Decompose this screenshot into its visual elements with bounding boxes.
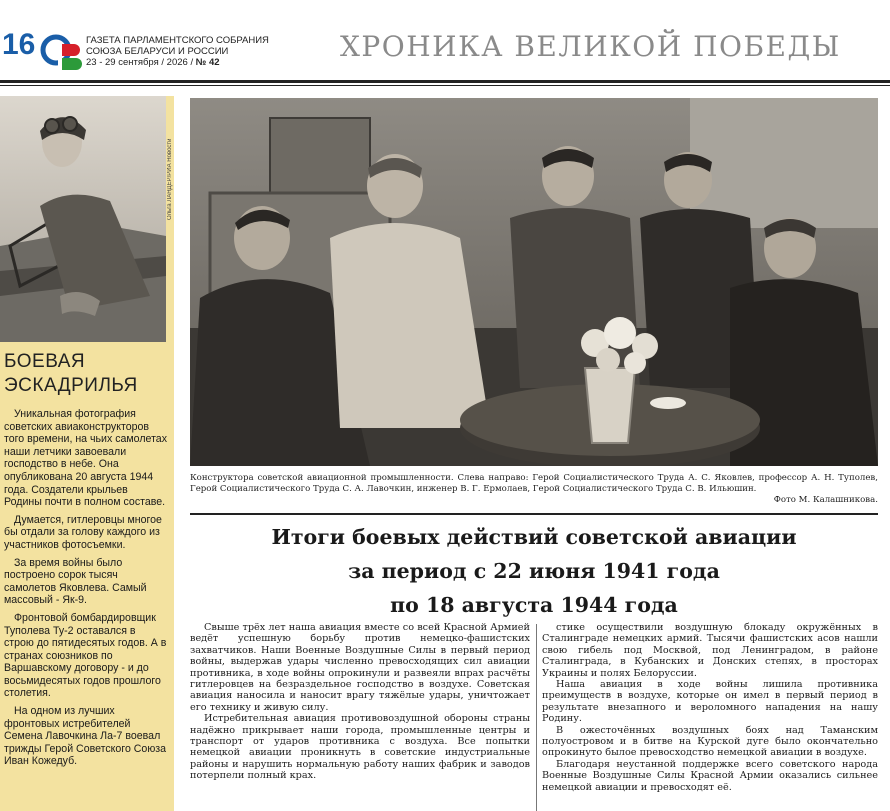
pilot-illustration <box>0 96 166 342</box>
sidebar-paragraph: Уникальная фотография советских авиаконструкторов того времени, на чьих самолетах наши летчики завоевали господство в небе. Она опубликована 20 августа 1944 года. Создатели крыльев Родины почти в полном составе. <box>4 408 167 509</box>
masthead-rule <box>0 80 890 83</box>
masthead <box>0 0 890 96</box>
sidebar-paragraph: На одном из лучших фронтовых истребителей Семена Лавочкина Ла-7 воевал трижды Герой Советского Союза Иван Кожедуб. <box>4 705 167 768</box>
article-paragraph: Наша авиация в ходе войны лишила противника преимуществ в воздухе, которые он имел в первый период в результате внезапного и вероломного нападения на нашу Родину. <box>542 679 878 725</box>
article-column-right <box>542 622 878 811</box>
article-rule <box>190 513 878 515</box>
caption-text: Конструктора советской авиационной промышленности. Слева направо: Герой Социалистического Труда А. С. Яковлев, профессор А. Н. Туполев, Герой Социалистического Труда С. А. Лавочкин, инженер В. Г. Ермолаев, Герой Социалистического Труда С. В. Ильюшин. <box>190 473 878 494</box>
masthead-rule-thin <box>0 85 890 86</box>
sidebar-heading-line1: БОЕВАЯ <box>4 351 86 372</box>
headline-line3: по 18 августа 1944 года <box>390 593 678 617</box>
sidebar-heading-line2: ЭСКАДРИЛЬЯ <box>4 375 138 396</box>
sidebar-heading <box>4 350 138 398</box>
paper-info <box>86 35 269 68</box>
issue-date-line <box>86 57 269 68</box>
sidebar-text <box>4 408 168 773</box>
column-divider <box>536 624 537 811</box>
headline-line2: за период с 22 июня 1941 года <box>348 559 720 583</box>
designers-photo <box>190 98 878 466</box>
sidebar-paragraph: Фронтовой бомбардировщик Туполева Ту-2 оставался в строю до пятидесятых годов. А в странах союзников по Варшавскому договору - и до восьмидесятых годов прошлого столетия. <box>4 611 167 700</box>
article-paragraph: Истребительная авиация противовоздушной обороны страны надёжно прикрывает наши города, промышленные центры и транспорт от ударов противника с воздуха. Все попытки немецкой авиации проникнуть в советские индустриальные районы и нарушить нормальную работу наших фабрик и заводов потерпели полный крах. <box>190 713 530 782</box>
article-headline <box>190 520 878 622</box>
photo-credit: Ольга ЛАНДЕР/РИА Новости <box>167 138 173 220</box>
designers-photo-illustration <box>190 98 878 466</box>
parliament-logo-icon <box>40 30 84 78</box>
photo-caption <box>190 473 878 506</box>
article-paragraph: Благодаря неустанной поддержке всего советского народа Военные Воздушные Силы Красной Армии оказались сильнее немецкой авиации и превосходят её. <box>542 758 878 793</box>
page-number: 16 <box>2 28 36 61</box>
paper-name-line2: СОЮЗА БЕЛАРУСИ И РОССИИ <box>86 46 229 57</box>
sidebar <box>0 96 174 811</box>
paper-name-line1: ГАЗЕТА ПАРЛАМЕНТСКОГО СОБРАНИЯ <box>86 35 269 46</box>
photo-credit-line: Фото М. Калашникова. <box>773 495 878 505</box>
sidebar-paragraph: Думается, гитлеровцы многое бы отдали за голову каждого из участников фотосъемки. <box>4 513 162 551</box>
pilot-photo <box>0 96 166 342</box>
sidebar-paragraph: За время войны было построено сорок тысяч самолетов Яковлева. Самый массовый - Як-9. <box>4 556 147 607</box>
article-paragraph: стике осуществили воздушную блокаду окружённых в Сталинграде немецких армий. Тысячи фашистских асов нашли свою гибель под Москвой, под Ленинградом, в районе Сталинграда, в Кубанских и Донских степях, в просторах Украины и полях Белоруссии. <box>542 622 878 679</box>
article-paragraph: Свыше трёх лет наша авиация вместе со всей Красной Армией ведёт успешную борьбу против немецко-фашистских захватчиков. Наши Военные Воздушные Силы в первый период войны, выдержав удары численно превосходящих сил авиации противника, в ходе войны опрокинули и развеяли впрах расчёты гитлеровцев на безраздельное господство в воздухе. Советская авиация наносила и наносит врагу тяжёлые удары, уничтожает его технику и живую силу. <box>190 622 530 713</box>
issue-date: 23 - 29 сентября / 2026 / <box>86 57 194 68</box>
headline-line1: Итоги боевых действий советской авиации <box>271 525 797 549</box>
issue-number: № 42 <box>195 57 220 68</box>
article-paragraph: В ожесточённых воздушных боях над Таманским полуостровом и в битве на Курской дуге было окончательно опрокинуто былое превосходство немецкой авиации в воздухе. <box>542 724 878 759</box>
article-column-left <box>190 622 530 811</box>
section-title: ХРОНИКА ВЕЛИКОЙ ПОБЕДЫ <box>340 30 841 63</box>
